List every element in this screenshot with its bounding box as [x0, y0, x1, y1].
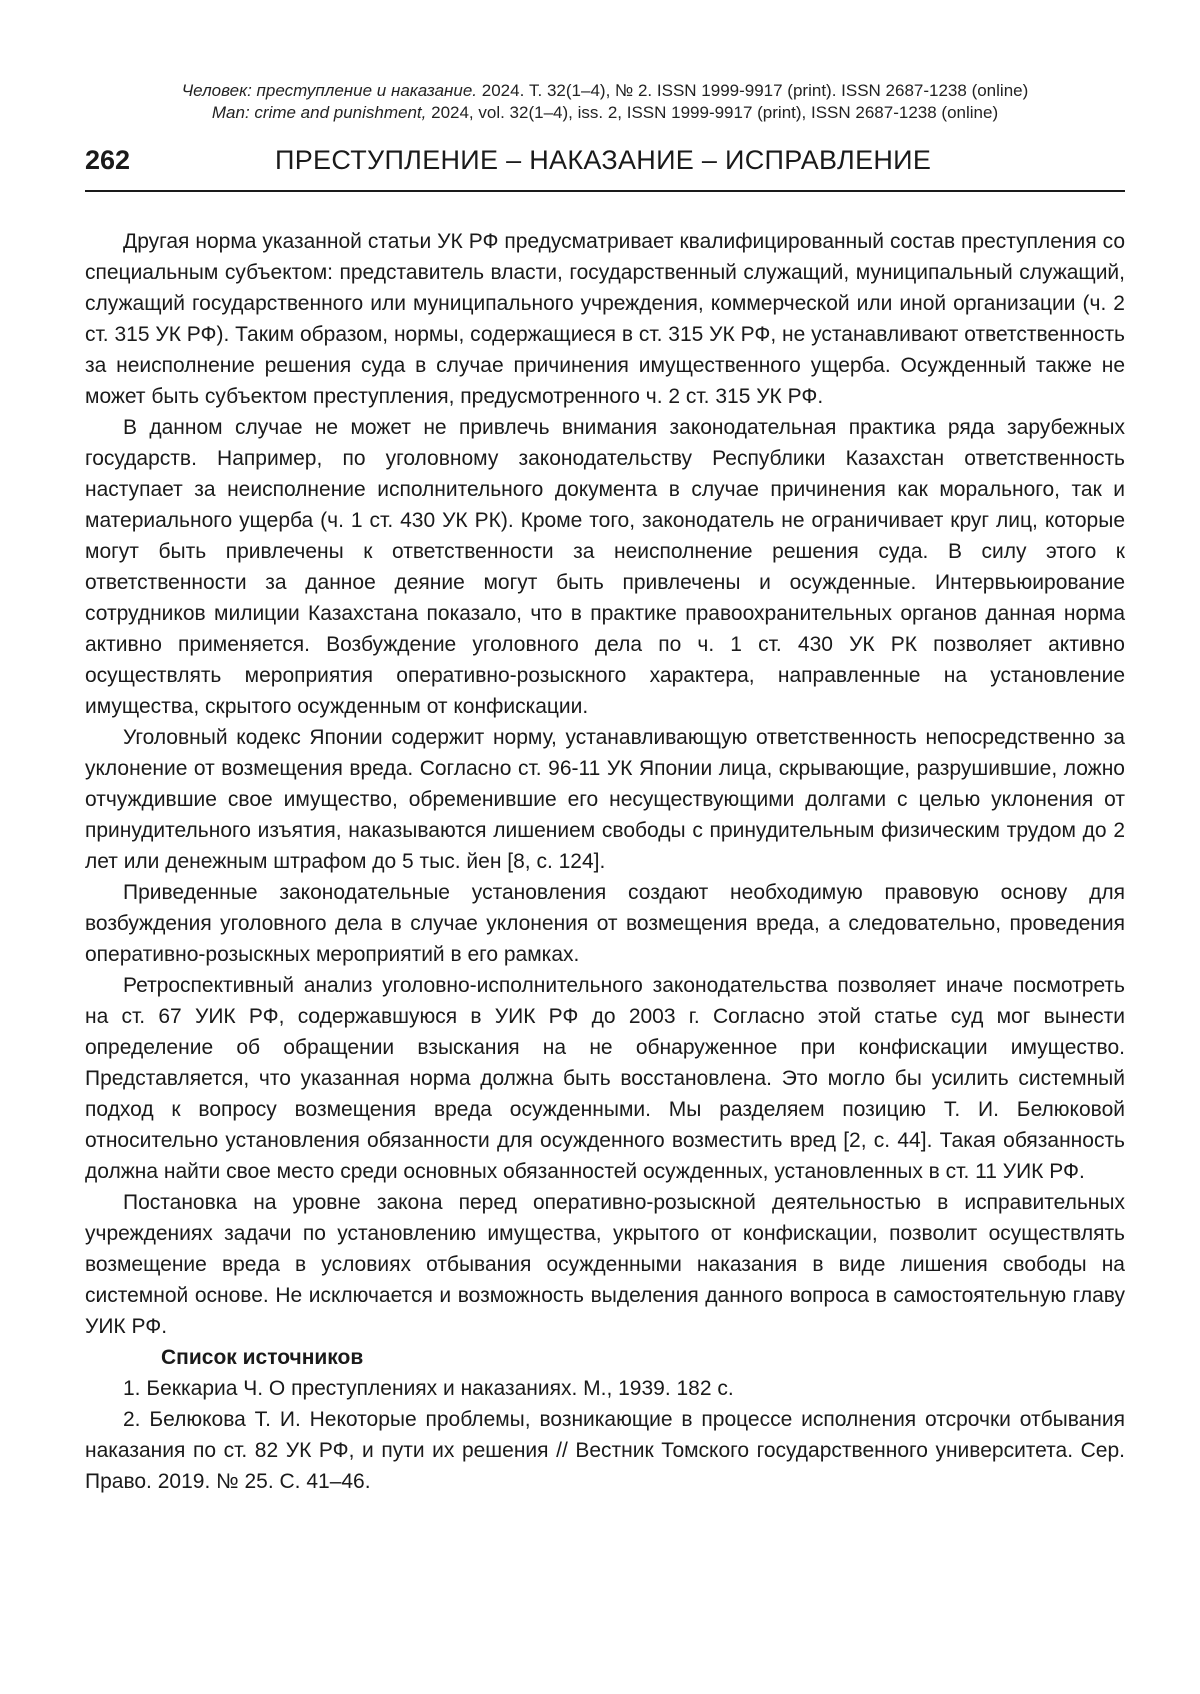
article-body: [85, 226, 1125, 1497]
journal-title-en: Man: crime and punishment,: [212, 103, 427, 122]
paragraph: В данном случае не может не привлечь внимания законодательная практика ряда зарубежных государств. Например, по уголовному законодательству Республики Казахстан ответственность наступает за неисполнение исполнительного документа в случае причинения как морального, так и материального ущерба (ч. 1 ст. 430 УК РК). Кроме того, законодатель не ограничивает круг лиц, которые могут быть привлечены к ответственности за неисполнение решения суда. В силу этого к ответственности за данное деяние могут быть привлечены и осужденные. Интервьюирование сотрудников милиции Казахстана показало, что в практике правоохранительных органов данная норма активно применяется. Возбуждение уголовного дела по ч. 1 ст. 430 УК РК позволяет активно осуществлять мероприятия оперативно-розыскного характера, направленные на установление имущества, скрытого осужденным от конфискации.: [85, 412, 1125, 722]
header-issue-en: 2024, vol. 32(1–4), iss. 2, ISSN 1999-9917 (print), ISSN 2687-1238 (online): [426, 103, 998, 122]
references-section: [85, 1342, 1125, 1497]
paragraph: Другая норма указанной статьи УК РФ предусматривает квалифицированный состав преступления со специальным субъектом: представитель власти, государственный служащий, муниципальный служащий, служащий государственного или муниципального учреждения, коммерческой или иной организации (ч. 2 ст. 315 УК РФ). Таким образом, нормы, содержащиеся в ст. 315 УК РФ, не устанавливают ответственность за неисполнение решения суда в случае причинения имущественного ущерба. Осужденный также не может быть субъектом преступления, предусмотренного ч. 2 ст. 315 УК РФ.: [85, 226, 1125, 412]
journal-page: [0, 0, 1200, 1694]
running-header: [85, 80, 1125, 124]
section-title: ПРЕСТУПЛЕНИЕ – НАКАЗАНИЕ – ИСПРАВЛЕНИЕ: [275, 142, 931, 178]
header-issue-ru: 2024. Т. 32(1–4), № 2. ISSN 1999-9917 (print). ISSN 2687-1238 (online): [477, 81, 1028, 100]
paragraph: Ретроспективный анализ уголовно-исполнительного законодательства позволяет иначе посмотреть на ст. 67 УИК РФ, содержавшуюся в УИК РФ до 2003 г. Согласно этой статье суд мог вынести определение об обращении взыскания на не обнаруженное при конфискации имущество. Представляется, что указанная норма должна быть восстановлена. Это могло бы усилить системный подход к вопросу возмещения вреда осужденными. Мы разделяем позицию Т. И. Белюковой относительно установления обязанности для осужденного возместить вред [2, с. 44]. Такая обязанность должна найти свое место среди основных обязанностей осужденных, установленных в ст. 11 УИК РФ.: [85, 970, 1125, 1187]
reference-item: 1. Беккариа Ч. О преступлениях и наказаниях. М., 1939. 182 с.: [85, 1373, 1125, 1404]
page-number: 262: [85, 142, 130, 178]
header-line-en: [85, 102, 1125, 124]
page-title-bar: [85, 142, 1125, 192]
references-heading: Список источников: [85, 1342, 1125, 1373]
journal-title-ru: Человек: преступление и наказание.: [182, 81, 477, 100]
paragraph: Приведенные законодательные установления создают необходимую правовую основу для возбуждения уголовного дела в случае уклонения от возмещения вреда, а следовательно, проведения оперативно-розыскных мероприятий в его рамках.: [85, 877, 1125, 970]
paragraph: Уголовный кодекс Японии содержит норму, устанавливающую ответственность непосредственно за уклонение от возмещения вреда. Согласно ст. 96-11 УК Японии лица, скрывающие, разрушившие, ложно отчуждившие свое имущество, обременившие его несуществующими долгами с целью уклонения от принудительного изъятия, наказываются лишением свободы с принудительным физическим трудом до 2 лет или денежным штрафом до 5 тыс. йен [8, с. 124].: [85, 722, 1125, 877]
reference-item: 2. Белюкова Т. И. Некоторые проблемы, возникающие в процессе исполнения отсрочки отбывания наказания по ст. 82 УК РФ, и пути их решения // Вестник Томского государственного университета. Сер. Право. 2019. № 25. С. 41–46.: [85, 1404, 1125, 1497]
header-line-ru: [85, 80, 1125, 102]
paragraph: Постановка на уровне закона перед оперативно-розыскной деятельностью в исправительных учреждениях задачи по установлению имущества, укрытого от конфискации, позволит осуществлять возмещение вреда в условиях отбывания осужденными наказания в виде лишения свободы на системной основе. Не исключается и возможность выделения данного вопроса в самостоятельную главу УИК РФ.: [85, 1187, 1125, 1342]
